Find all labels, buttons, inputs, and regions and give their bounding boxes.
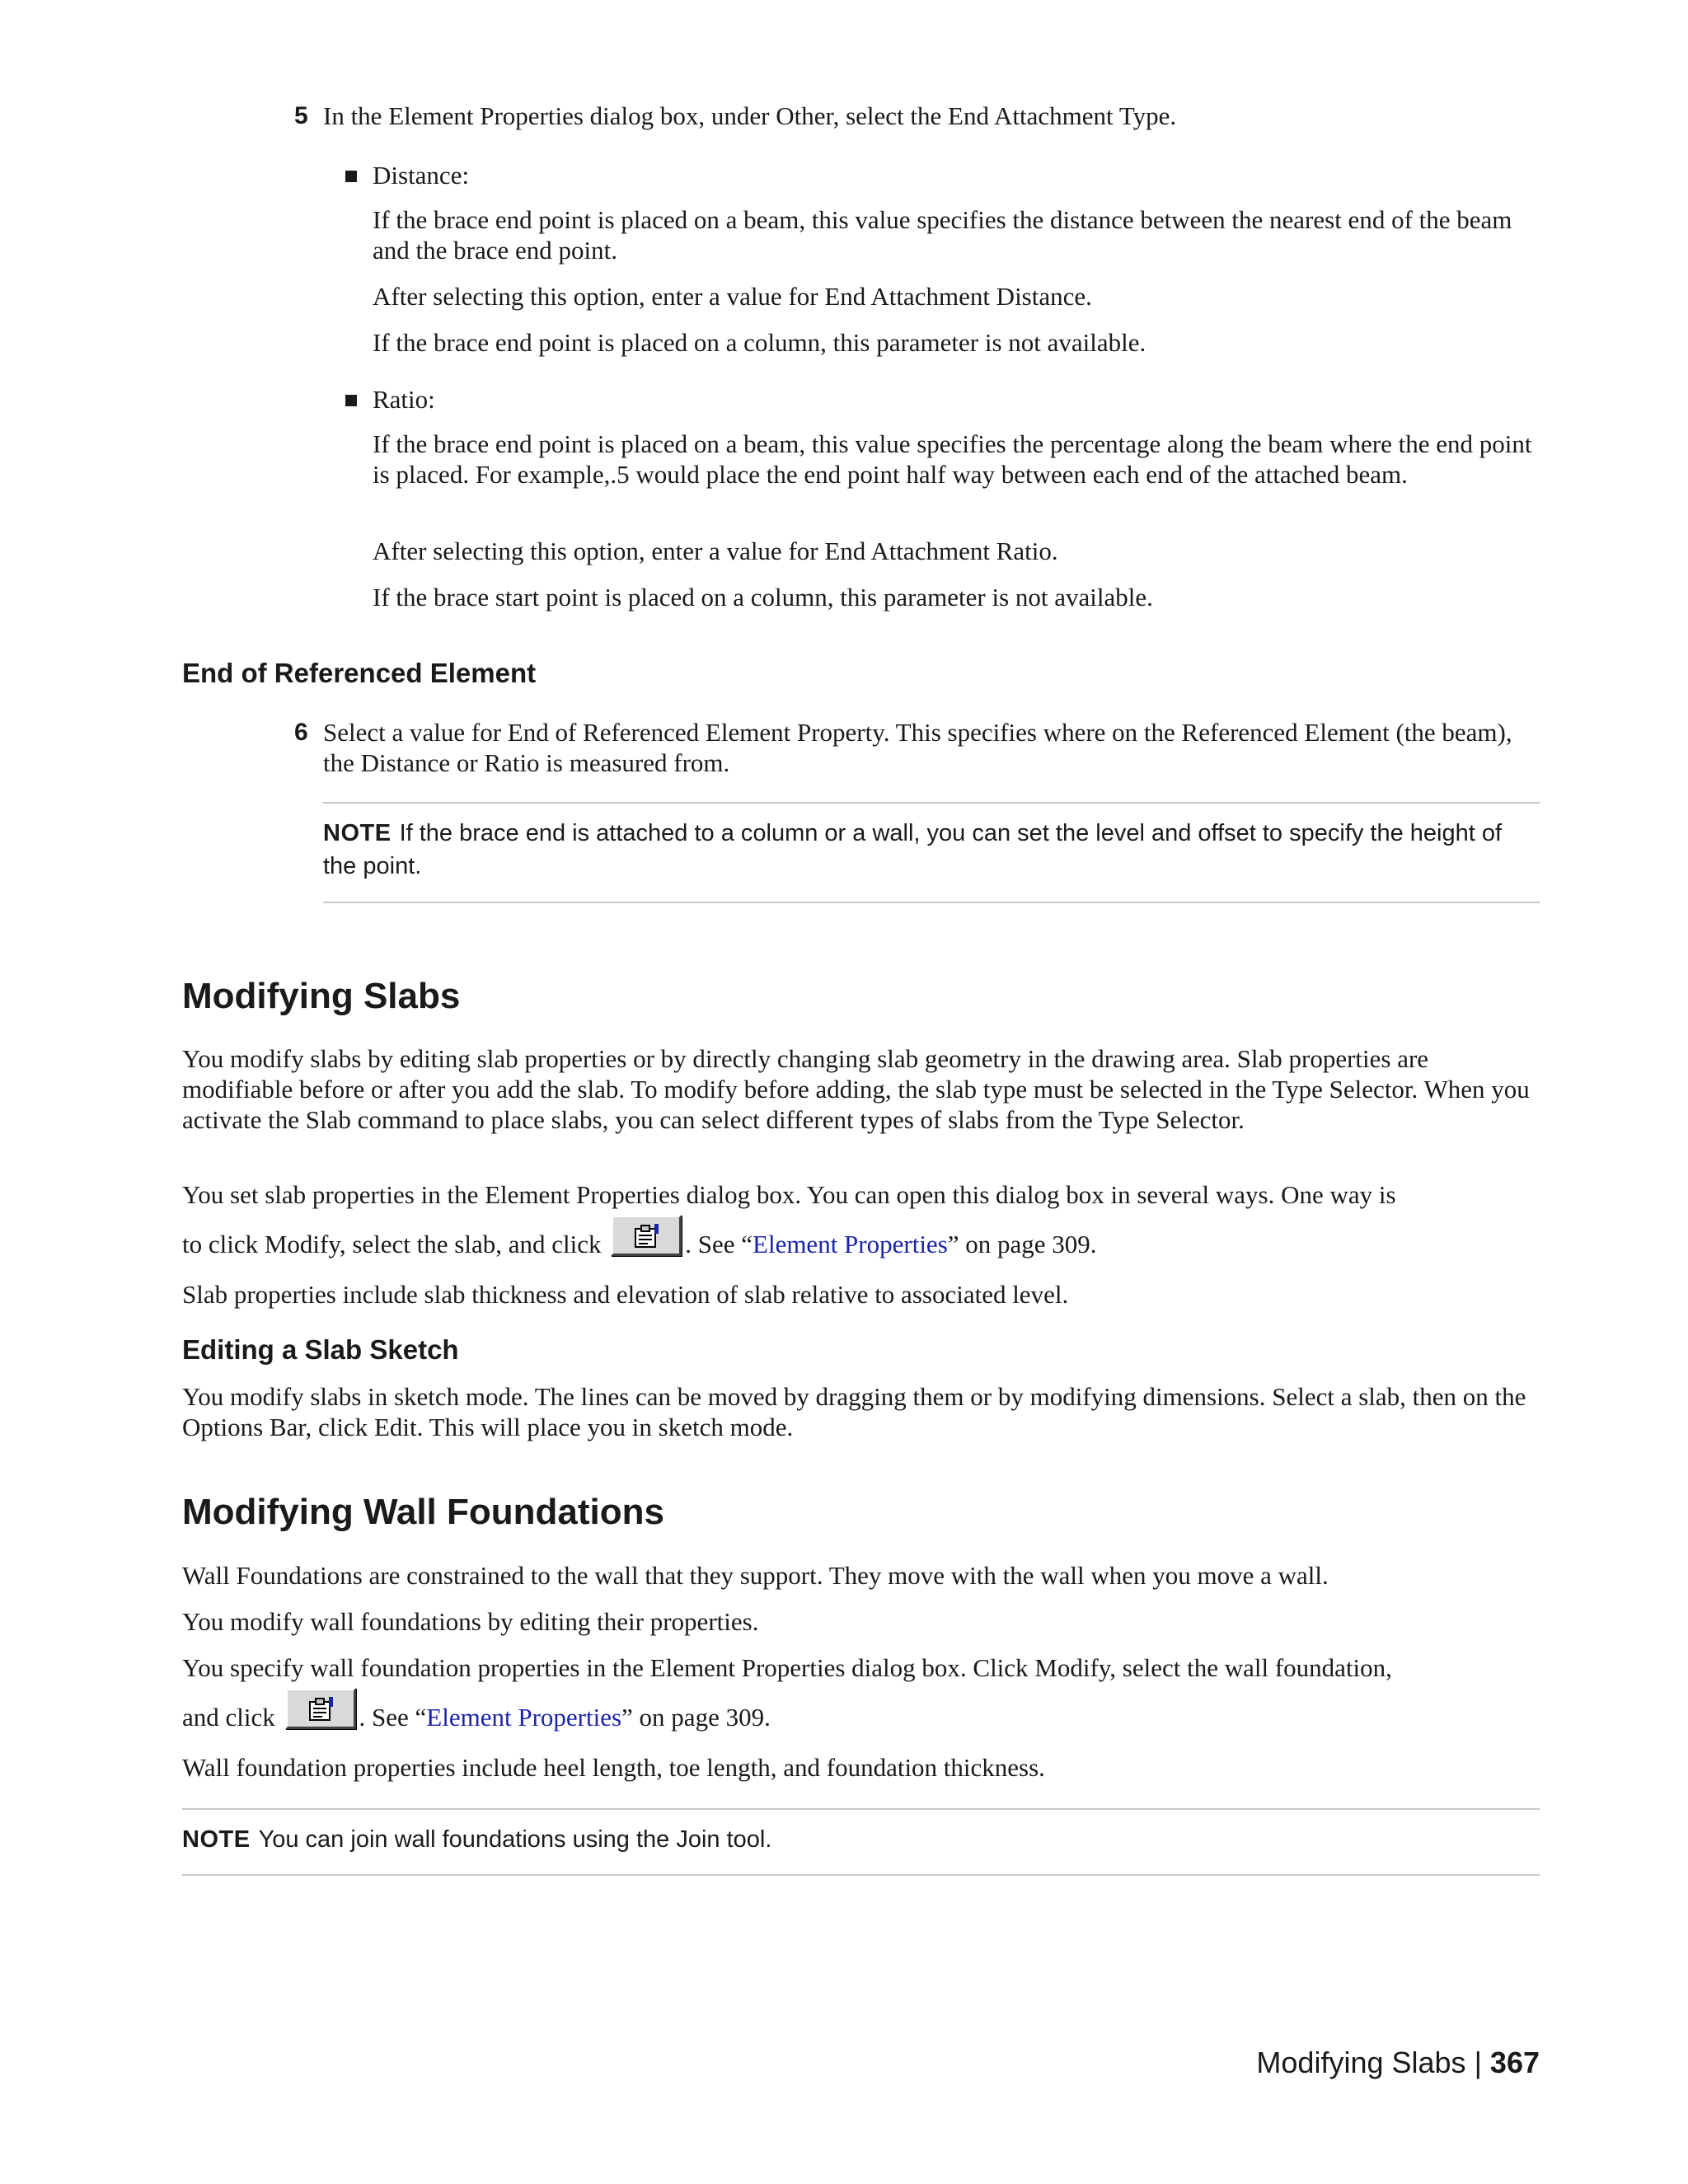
slabs-paragraph-2-line-1: You set slab properties in the Element Properties dialog box. You can open this dialog box in several ways. One way is [182, 1180, 1396, 1209]
distance-paragraph-3: If the brace end point is placed on a column, this parameter is not available. [373, 328, 1146, 357]
element-properties-link[interactable]: Element Properties [426, 1703, 622, 1732]
distance-paragraph-1: If the brace end point is placed on a beam, this value specifies the distance between the nearest end of the beam and the brace end point. [373, 205, 1512, 265]
step-6-text: Select a value for End of Referenced Element Property. This specifies where on the Referenced Element (the beam), the Distance or Ratio is measured from. [323, 718, 1512, 777]
step-number: 6 [294, 719, 308, 746]
wall-paragraph-3-line-1: You specify wall foundation properties in the Element Properties dialog box. Click Modify, select the wall foundation, [182, 1653, 1392, 1682]
note-divider [182, 1808, 1540, 1810]
slabs-paragraph-3: Slab properties include slab thickness and elevation of slab relative to associated level. [182, 1280, 1069, 1309]
bullet-icon [345, 171, 357, 182]
step-number: 5 [294, 102, 308, 129]
wall-foundations-heading: Modifying Wall Foundations [182, 1492, 664, 1532]
slabs-paragraph-2-line-2: to click Modify, select the slab, and click . See “Element Properties” on page 309. [182, 1215, 1542, 1259]
ratio-paragraph-2: After selecting this option, enter a value for End Attachment Ratio. [373, 537, 1058, 565]
wall-paragraph-1: Wall Foundations are constrained to the wall that they support. They move with the wall when you move a wall. [182, 1561, 1329, 1590]
bullet-icon [345, 395, 357, 406]
ratio-paragraph-1: If the brace end point is placed on a beam, this value specifies the percentage along the beam where the end point is placed. For example,.5 would place the end point half way between each end of the attached beam. [373, 429, 1532, 489]
slabs-heading: Modifying Slabs [182, 976, 461, 1016]
wall-paragraph-3-line-2: and click . See “Element Properties” on page 309. [182, 1688, 1542, 1732]
step-5-text: In the Element Properties dialog box, under Other, select the End Attachment Type. [323, 101, 1177, 130]
distance-label: Distance: [373, 161, 470, 190]
slab-sketch-heading: Editing a Slab Sketch [182, 1334, 459, 1365]
footer-separator: | [1474, 2046, 1482, 2079]
element-properties-button[interactable] [285, 1688, 356, 1729]
note-label: NOTE [182, 1826, 251, 1853]
element-properties-icon [633, 1222, 663, 1250]
note-divider [323, 802, 1540, 804]
wall-paragraph-4: Wall foundation properties include heel length, toe length, and foundation thickness. [182, 1753, 1045, 1782]
ratio-paragraph-3: If the brace start point is placed on a column, this parameter is not available. [373, 583, 1153, 612]
element-properties-link[interactable]: Element Properties [753, 1230, 948, 1258]
element-properties-icon [307, 1695, 337, 1723]
slab-sketch-paragraph: You modify slabs in sketch mode. The lines can be moved by dragging them or by modifying dimensions. Select a slab, then on the Options Bar, click Edit. This will place you in sketch mode. [182, 1382, 1526, 1441]
note-text: If the brace end is attached to a column or a wall, you can set the level and offset to specify the height of the point. [323, 820, 1503, 879]
note-divider [323, 902, 1540, 903]
page-footer [1256, 2045, 1540, 2081]
note-label: NOTE [323, 820, 392, 846]
note-divider [182, 1874, 1540, 1876]
note-join [182, 1823, 1534, 1856]
end-referenced-heading: End of Referenced Element [182, 658, 537, 688]
page-number: 367 [1489, 2046, 1540, 2079]
note-text: You can join wall foundations using the Join tool. [258, 1826, 772, 1853]
wall-paragraph-2: You modify wall foundations by editing their properties. [182, 1607, 759, 1636]
note-brace [323, 817, 1535, 883]
slabs-paragraph-1: You modify slabs by editing slab properties or by directly changing slab geometry in the drawing area. Slab properties are modifiable before or after you add the slab. To modify before adding, the slab type must be selected in the Type Selector. When you activate the Slab command to place slabs, you can select different types of slabs from the Type Selector. [182, 1044, 1530, 1134]
ratio-label: Ratio: [373, 385, 435, 414]
distance-paragraph-2: After selecting this option, enter a value for End Attachment Distance. [373, 282, 1092, 311]
element-properties-button[interactable] [611, 1215, 682, 1256]
footer-section: Modifying Slabs [1256, 2046, 1466, 2079]
